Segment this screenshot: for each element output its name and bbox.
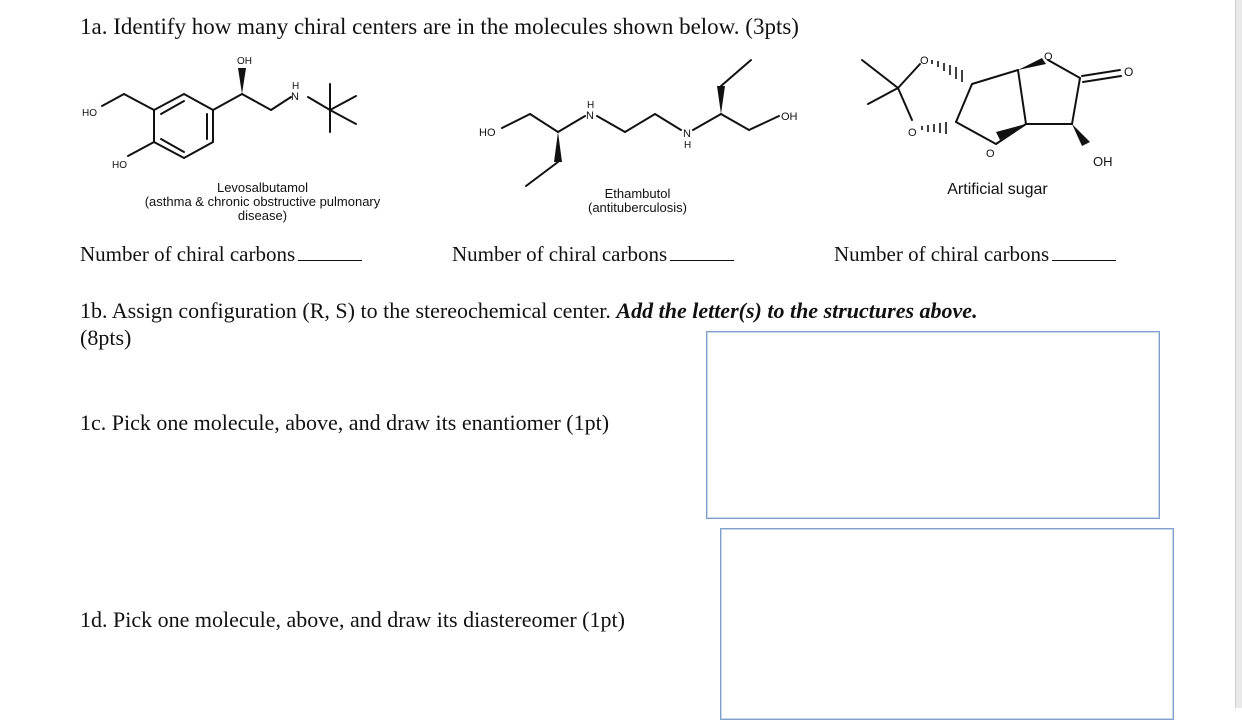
chiral-count-1 bbox=[80, 242, 362, 267]
question-1c: 1c. Pick one molecule, above, and draw its enantiomer (1pt) bbox=[80, 410, 610, 435]
chiral-count-3-label: Number of chiral carbons bbox=[834, 242, 1050, 266]
chiral-count-3 bbox=[834, 242, 1116, 267]
ethambutol-n1-h-label: H bbox=[587, 100, 595, 111]
ethambutol-n2-h-label: H bbox=[684, 140, 692, 151]
diastereomer-answer-box[interactable] bbox=[720, 528, 1174, 720]
sugar-o-bottom-label: O bbox=[986, 148, 995, 160]
chiral-count-2 bbox=[452, 242, 734, 267]
levosalbutamol-desc-line1: (asthma & chronic obstructive pulmonary bbox=[144, 194, 381, 209]
sugar-o-top-left-label: O bbox=[920, 55, 929, 67]
ethambutol-desc-line1: (antituberculosis) bbox=[588, 200, 687, 215]
levosalbutamol-ho-top-label: HO bbox=[82, 108, 97, 119]
chiral-count-2-blank[interactable] bbox=[670, 242, 734, 261]
levosalbutamol-ho-bottom-label: HO bbox=[112, 160, 127, 171]
levosalbutamol-nh-n-label: N bbox=[291, 91, 299, 103]
chiral-count-1-label: Number of chiral carbons bbox=[80, 242, 296, 266]
ethambutol-structure bbox=[475, 50, 815, 195]
levosalbutamol-caption bbox=[130, 181, 395, 223]
chiral-count-1-blank[interactable] bbox=[298, 242, 362, 261]
ethambutol-n1-n-label: N bbox=[586, 110, 594, 122]
levosalbutamol-name: Levosalbutamol bbox=[216, 180, 309, 195]
levosalbutamol-structure bbox=[80, 50, 380, 175]
artificial-sugar-structure bbox=[860, 40, 1145, 175]
ethambutol-ho-label: HO bbox=[479, 127, 496, 139]
chiral-count-3-blank[interactable] bbox=[1052, 242, 1116, 261]
question-1b-points: (8pts) bbox=[80, 325, 132, 350]
question-1d: 1d. Pick one molecule, above, and draw its diastereomer (1pt) bbox=[80, 607, 625, 632]
sugar-o-top-right-label: O bbox=[1044, 51, 1053, 63]
ethambutol-oh-label: OH bbox=[781, 111, 798, 123]
chiral-count-2-label: Number of chiral carbons bbox=[452, 242, 668, 266]
enantiomer-answer-box[interactable] bbox=[706, 331, 1160, 519]
question-1b-emphasis: Add the letter(s) to the structures above. bbox=[616, 298, 978, 323]
page-edge bbox=[1235, 0, 1242, 708]
question-1b-text: 1b. Assign configuration (R, S) to the stereochemical center. bbox=[80, 298, 611, 323]
levosalbutamol-nh-h-label: H bbox=[292, 81, 300, 92]
question-1a: 1a. Identify how many chiral centers are in the molecules shown below. (3pts) bbox=[80, 14, 799, 39]
sugar-oh-label: OH bbox=[1093, 154, 1113, 169]
ethambutol-name: Ethambutol bbox=[604, 186, 671, 201]
levosalbutamol-oh-label: OH bbox=[237, 56, 252, 67]
levosalbutamol-desc-line2: disease) bbox=[237, 208, 288, 223]
sugar-o-carbonyl-label: O bbox=[1124, 65, 1134, 79]
ethambutol-n2-n-label: N bbox=[683, 128, 691, 140]
ethambutol-caption bbox=[545, 187, 730, 215]
artificial-sugar-caption: Artificial sugar bbox=[947, 181, 1048, 198]
sugar-o-left-label: O bbox=[908, 127, 917, 139]
